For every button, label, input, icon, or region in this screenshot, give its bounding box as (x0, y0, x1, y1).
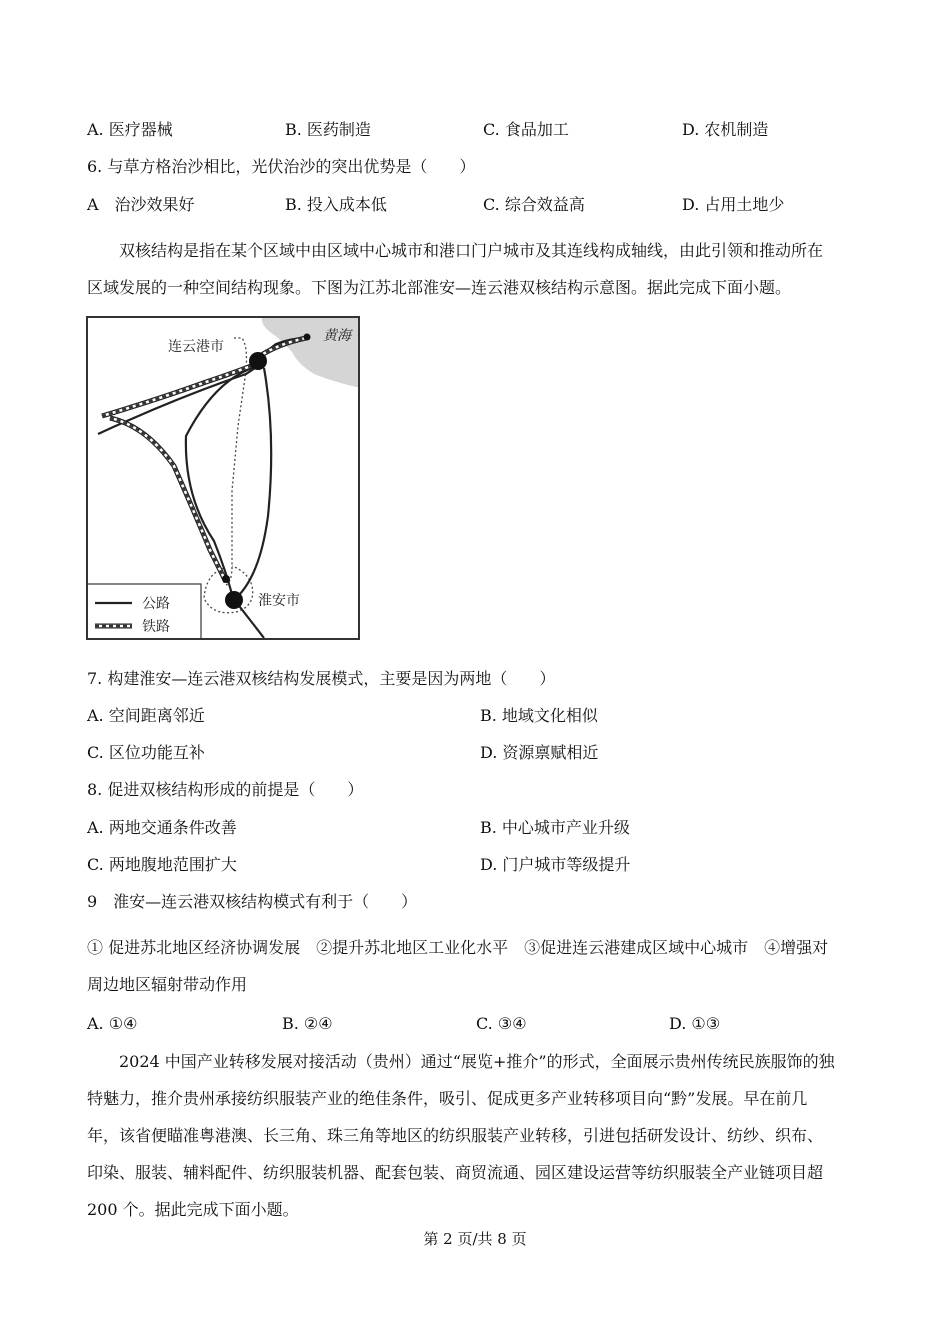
q9-statement-line-2: 周边地区辐射带动作用 (87, 975, 248, 994)
q5-option-d: D. 农机制造 (682, 120, 769, 139)
page-footer: 第 2 页/共 8 页 (423, 1230, 527, 1248)
passage2-line-2: 特魅力，推介贵州承接纺织服装产业的绝佳条件，吸引、促成更多产业转移项目向“黔”发展。早在前几 (87, 1089, 808, 1108)
q8-option-c: C. 两地腹地范围扩大 (87, 855, 237, 874)
q7-stem: 7. 构建淮安—连云港双核结构发展模式，主要是因为两地（ ） (87, 669, 556, 688)
city-label-north: 连云港市 (168, 339, 224, 355)
passage-dual-core (87, 232, 877, 306)
q5-option-c: C. 食品加工 (483, 120, 569, 139)
station-dot (222, 575, 230, 583)
sea-area (262, 316, 360, 388)
q9-option-a: A. ①④ (87, 1014, 138, 1033)
q9-option-c: C. ③④ (476, 1014, 527, 1033)
port-dot (304, 334, 311, 341)
passage2-line-3: 年，该省便瞄准粤港澳、长三角、珠三角等地区的纺织服装产业转移，引进包括研发设计、纺纱、织布、 (87, 1126, 824, 1145)
q6-option-a: A 治沙效果好 (87, 195, 195, 214)
city-label-south: 淮安市 (258, 593, 300, 609)
rail-south (110, 418, 226, 582)
q5-option-a: A. 医疗器械 (87, 120, 173, 139)
city-dot-lianyungang (249, 352, 267, 370)
q6-option-b: B. 投入成本低 (285, 195, 387, 214)
q6-stem: 6. 与草方格治沙相比，光伏治沙的突出优势是（ ） (87, 157, 476, 176)
q8-option-a: A. 两地交通条件改善 (87, 818, 237, 837)
legend-road-label: 公路 (142, 596, 170, 612)
passage-guizhou (87, 1043, 877, 1228)
q6-option-d: D. 占用土地少 (682, 195, 785, 214)
q9-stem: 9 淮安—连云港双核结构模式有利于（ ） (87, 892, 418, 911)
q8-stem: 8. 促进双核结构形成的前提是（ ） (87, 780, 364, 799)
q9-statement-line-1: ① 促进苏北地区经济协调发展 ②提升苏北地区工业化水平 ③促进连云港建成区域中心城市 ④增强对 (87, 938, 829, 957)
sea-label: 黄海 (323, 328, 351, 344)
legend-rail-label: 铁路 (142, 619, 170, 635)
q7-option-d: D. 资源禀赋相近 (480, 743, 599, 762)
q7-option-b: B. 地域文化相似 (480, 706, 598, 725)
q8-option-b: B. 中心城市产业升级 (480, 818, 630, 837)
passage2-line-4: 印染、服装、辅料配件、纺织服装机器、配套包装、商贸流通、园区建设运营等纺织服装全产业链项目超 (87, 1163, 824, 1182)
map-figure (86, 316, 360, 640)
city-dot-huaian (225, 591, 243, 609)
q6-option-c: C. 综合效益高 (483, 195, 585, 214)
q9-statements (87, 929, 877, 1003)
q7-option-c: C. 区位功能互补 (87, 743, 205, 762)
q9-option-d: D. ①③ (669, 1014, 721, 1033)
q5-option-b: B. 医药制造 (285, 120, 371, 139)
q8-option-d: D. 门户城市等级提升 (480, 855, 631, 874)
passage1-line-1: 双核结构是指在某个区域中由区域中心城市和港口门户城市及其连线构成轴线，由此引领和推动所在 (119, 241, 824, 260)
q7-option-a: A. 空间距离邻近 (87, 706, 205, 725)
passage2-line-5: 200 个。据此完成下面小题。 (87, 1200, 299, 1219)
q9-option-b: B. ②④ (282, 1014, 333, 1033)
passage2-line-1: 2024 中国产业转移发展对接活动（贵州）通过“展览+推介”的形式，全面展示贵州传统民族服饰的独 (119, 1052, 835, 1071)
passage1-line-2: 区域发展的一种空间结构现象。下图为江苏北部淮安—连云港双核结构示意图。据此完成下面小题。 (87, 278, 792, 297)
